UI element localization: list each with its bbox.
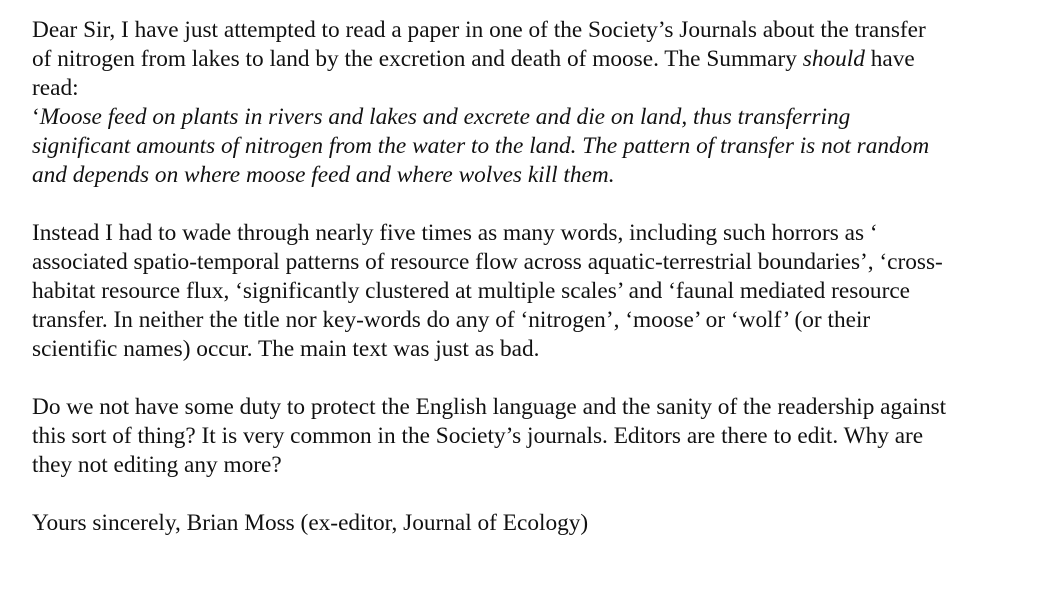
text-line: habitat resource flux, ‘significantly clustered at multiple scales’ and ‘faunal mediated resource — [32, 278, 911, 304]
paragraph-gap — [32, 364, 1042, 393]
text-line: they not editing any more? — [32, 452, 282, 478]
text-segment: have — [864, 46, 915, 72]
opening-quote: ‘ — [32, 104, 40, 130]
paragraph-gap — [32, 190, 1042, 219]
text-line: read: — [32, 75, 79, 101]
signoff: Yours sincerely, Brian Moss (ex-editor, Journal of Ecology) — [32, 510, 589, 536]
text-line: Instead I had to wade through nearly five times as many words, including such horrors as ‘ — [32, 220, 878, 246]
italic-line: and depends on where moose feed and where wolves kill them. — [32, 162, 615, 188]
text-line: associated spatio-temporal patterns of resource flow across aquatic-terrestrial boundaries’, ‘cross- — [32, 249, 943, 275]
text-line — [32, 103, 1042, 132]
italic-text: Moose feed on plants in rivers and lakes and excrete and die on land, thus transferring — [39, 104, 851, 130]
emphasis-should: should — [802, 46, 865, 72]
text-line: Do we not have some duty to protect the English language and the sanity of the readership against — [32, 394, 947, 420]
closing-paragraph — [32, 393, 1042, 480]
text-line — [32, 45, 1042, 74]
italic-line: significant amounts of nitrogen from the water to the land. The pattern of transfer is not random — [32, 133, 930, 159]
paragraph-gap — [32, 480, 1042, 509]
text-line: transfer. In neither the title nor key-words do any of ‘nitrogen’, ‘moose’ or ‘wolf’ (or their — [32, 307, 871, 333]
text-line: scientific names) occur. The main text was just as bad. — [32, 336, 540, 362]
letter-body — [32, 16, 1042, 538]
text-line: Dear Sir, I have just attempted to read a paper in one of the Society’s Journals about the transfer — [32, 17, 926, 43]
text-line: this sort of thing? It is very common in the Society’s journals. Editors are there to edit. Why are — [32, 423, 924, 449]
opening-paragraph — [32, 16, 1042, 103]
complaint-paragraph — [32, 219, 1042, 364]
text-segment: of nitrogen from lakes to land by the excretion and death of moose. The Summary — [32, 46, 803, 72]
proposed-summary — [32, 103, 1042, 190]
